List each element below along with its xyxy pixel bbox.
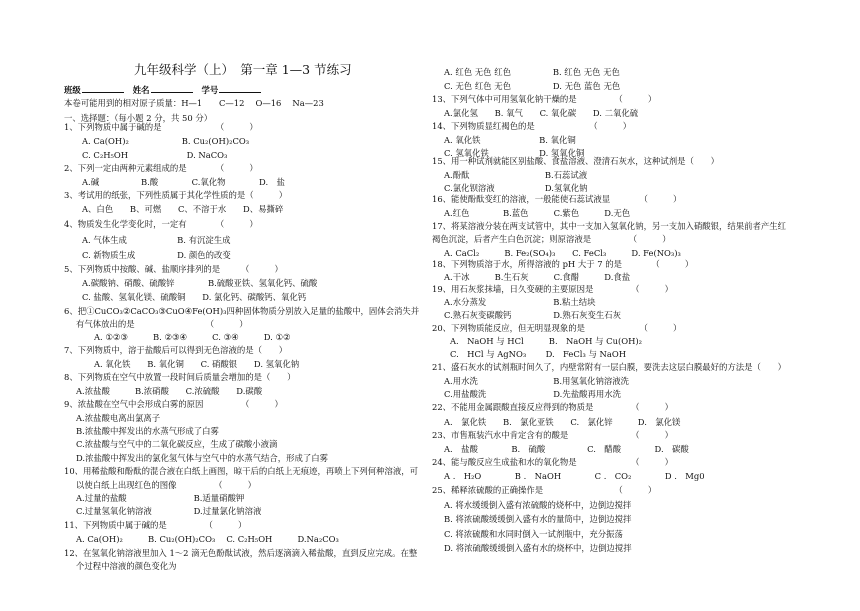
question-line: 褐色沉淀，后者产生白色沉淀；则原溶液是 （ ）	[432, 234, 671, 244]
question-line: 以使白纸上出现红色的图像 （ ）	[76, 480, 257, 490]
question-line: A. 气体生成 B. 有沉淀生成	[82, 235, 231, 245]
question-line: 18、下列物质溶于水，所得溶液的 pH 大于 7 的是 （ ）	[432, 259, 694, 269]
atomic-mass-note: 本卷可能用到的相对原子质量：H—1 C—12 O—16 Na—23	[64, 98, 324, 108]
section-heading: 一、选择题：（每小题 2 分，共 50 分）	[64, 113, 213, 123]
question-line: C.熟石灰变碳酸钙 D.熟石灰变生石灰	[444, 310, 621, 320]
question-line: C. 氢氧化铁 D. 氢氧化铜	[444, 148, 585, 158]
question-line: 4、物质发生化学变化时，一定有 （ ）	[64, 219, 258, 229]
question-line: 12、在氢氧化钠溶液里加入 1～2 滴无色酚酞试液，然后逐滴滴入稀盐酸，直到反应完成。在整	[64, 548, 418, 558]
question-line: 15、用一种试剂就能区别盐酸、食盐溶液、澄清石灰水，这种试剂是（ ）	[432, 156, 720, 166]
question-line: 20、下列物质能反应，但无明显现象的是 （ ）	[432, 323, 682, 333]
question-line: A.碳酸钠、硝酸、硫酸锌 B.硫酸亚铁、氢氧化钙、硫酸	[82, 278, 318, 288]
question-line: A. 将水缓缓倒入盛有浓硫酸的烧杯中，边倒边搅拌	[444, 500, 632, 510]
class-blank[interactable]	[82, 84, 124, 93]
question-line: 23、市售瓶装汽水中肯定含有的酸是 （ ）	[432, 430, 673, 440]
question-line: A.过量的盐酸 B.适量硝酸钾	[76, 493, 245, 503]
question-line: 3、考试用的纸张，下列性质属于其化学性质的是（ ）	[64, 190, 288, 200]
question-line: B. 将浓硫酸缓缓倒入盛有水的量筒中，边倒边搅拌	[444, 514, 632, 524]
question-line: C.浓盐酸与空气中的二氧化碳反应，生成了碳酸小液滴	[76, 439, 278, 449]
question-line: B.浓盐酸中挥发出的水蒸气形成了白雾	[76, 426, 219, 436]
question-line: A.红色 B.蓝色 C.紫色 D.无色	[444, 208, 631, 218]
question-line: C.过量氢氧化钠溶液 D.过量氯化钠溶液	[76, 506, 262, 516]
question-line: A. NaOH 与 HCl B. NaOH 与 Cu(OH)₂	[450, 336, 643, 346]
question-line: 24、能与酸反应生成盐和水的氧化物是 （ ）	[432, 457, 673, 467]
question-line: A.水分蒸发 B.粘土结块	[444, 297, 596, 307]
question-line: 19、用石灰浆抹墙，日久变硬的主要原因是 （ ）	[432, 284, 673, 294]
question-line: 13、下列气体中可用氢氧化钠干燥的是 （ ）	[432, 94, 657, 104]
question-line: D. 将浓硫酸缓缓倒入盛有水的烧杯中，边倒边搅拌	[444, 543, 632, 553]
question-line: A. 氧化铁 B. 氧化铜	[444, 135, 576, 145]
class-label: 班级	[64, 85, 81, 95]
question-line: A.浓盐酸 B.浓硝酸 C.浓硫酸 D.碳酸	[76, 386, 263, 396]
question-line: C.用盐酸洗 D.先盐酸再用水洗	[444, 389, 621, 399]
question-line: 16、能使酚酞变红的溶液，一般能使石蕊试液显 （ ）	[432, 194, 682, 204]
question-line: C. C₂H₅OH D. NaCO₃	[82, 150, 228, 160]
question-line: 2、下列一定由两种元素组成的是 （ ）	[64, 163, 258, 173]
question-line: C. HCl 与 AgNO₃ D. FeCl₃ 与 NaOH	[450, 349, 627, 359]
question-line: 1、下列物质中属于碱的是 （ ）	[64, 122, 258, 132]
question-line: A.干冰 B.生石灰 C.食醋 D.食盐	[444, 272, 631, 282]
question-line: A. Ca(OH)₂ B. Cu₂(OH)₂CO₃	[82, 136, 250, 146]
name-blank[interactable]	[151, 84, 193, 93]
question-line: 22、不能用金属跟酸直接反应得到的物质是 （ ）	[432, 402, 673, 412]
question-line: 11、下列物质中属于碱的是 （ ）	[64, 520, 247, 530]
question-line: A、白色 B、可燃 C、不溶于水 D、易撕碎	[82, 204, 284, 214]
question-line: A. 氧化铁 B. 氧化铜 C. 硝酸银 D. 氢氧化钠	[94, 359, 300, 369]
question-line: A. CaCl₂ B. Fe₂(SO₄)₃ C. FeCl₃ D. Fe(NO₃)₃	[444, 248, 681, 258]
question-line: A.酚酞 B.石蕊试液	[444, 170, 588, 180]
question-line: 10、用稀盐酸和酚酞的混合液在白纸上画图，晾干后的白纸上无痕迹，再喷上下列何种溶液，可	[64, 466, 419, 476]
question-line: A. 氯化铁 B. 氯化亚铁 C. 氯化锌 D. 氯化镁	[444, 417, 681, 427]
question-line: A.碱 B.酸 C.氧化物 D. 盐	[82, 177, 285, 187]
question-line: 14、下列物质显红褐色的是 （ ）	[432, 121, 632, 131]
question-line: 9、浓盐酸在空气中会形成白雾的原因 （ ）	[64, 399, 283, 409]
question-line: C. 新物质生成 D. 颜色的改变	[82, 250, 231, 260]
question-line: C. 将浓硫酸和水同时倒入一试剂瓶中，充分振荡	[444, 529, 623, 539]
question-line: C. 无色 红色 无色 D. 无色 蓝色 无色	[444, 81, 621, 91]
question-line: 个过程中溶液的颜色变化为	[76, 561, 177, 571]
question-line: A . H₂O B . NaOH C . CO₂ D . Mg0	[444, 471, 705, 481]
question-line: A. ①②③ B. ②③④ C. ③④ D. ①②	[94, 332, 291, 342]
question-line: 17、将某溶液分装在两支试管中，其中一支加入氢氧化钠，另一支加入硝酸银，结果前者产生红	[432, 221, 787, 231]
question-line: A. 红色 无色 红色 B. 红色 无色 无色	[444, 67, 620, 77]
question-line: 21、盛石灰水的试剂瓶时间久了，内壁常附有一层白膜，要洗去这层白膜最好的方法是（ ）	[432, 362, 787, 372]
question-line: 6、把①CuCO₃②CaCO₃③CuO④Fe(OH)₃四种固体物质分别放入足量的盐酸中，固体会消失并	[64, 306, 420, 316]
question-line: A.浓盐酸电离出氯离子	[76, 413, 161, 423]
question-line: C. 盐酸、氢氧化镁、硫酸铜 D. 氯化钙、碳酸钙、氧化钙	[82, 292, 307, 302]
question-line: A. Ca(OH)₂ B. Cu₂(OH)₂CO₃ C. C₂H₅OH D.Na₂CO₃	[76, 534, 339, 544]
question-line: C.氯化钡溶液 D.氢氧化钠	[444, 183, 588, 193]
question-line: 25、稀释浓硫酸的正确操作是 （ ）	[432, 485, 657, 495]
name-label: 姓名	[132, 85, 150, 95]
student-info-row	[64, 84, 262, 96]
question-line: A.用水洗 B.用氢氧化钠溶液洗	[444, 376, 630, 386]
question-line: 有气体放出的是 （ ）	[76, 319, 248, 329]
page-title: 九年级科学（上） 第一章 1—3 节练习	[134, 62, 352, 77]
question-line: D.浓盐酸中挥发出的氯化氢气体与空气中的水蒸气结合，形成了白雾	[76, 453, 328, 463]
number-blank[interactable]	[219, 84, 261, 93]
question-line: 5、下列物质中按酸、碱、盐顺序排列的是 （ ）	[64, 264, 283, 274]
number-label: 学号	[201, 85, 219, 95]
question-line: 7、下列物质中，溶于盐酸后可以得到无色溶液的是（ ）	[64, 345, 288, 355]
question-line: 8、下列物质在空气中放置一段时间后质量会增加的是（ ）	[64, 372, 296, 382]
question-line: A. 盐酸 B. 硫酸 C. 醋酸 D. 碳酸	[444, 444, 689, 454]
question-line: A.氯化氢 B. 氧气 C. 氧化碳 D. 二氧化硫	[444, 108, 639, 118]
